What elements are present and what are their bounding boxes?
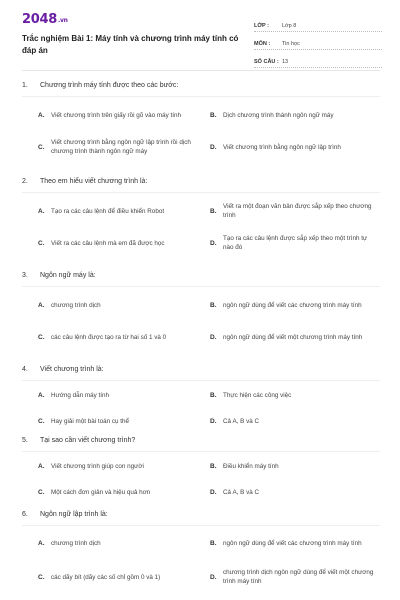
- option-text: Điều khiển máy tính: [223, 462, 279, 470]
- question-number: 1.: [22, 82, 28, 89]
- question-number: 5.: [22, 437, 28, 444]
- option-letter: A.: [38, 539, 45, 547]
- question-number: 4.: [22, 366, 28, 373]
- option-letter: B.: [210, 539, 217, 547]
- question-rule: [22, 451, 380, 452]
- option-letter: D.: [210, 417, 217, 425]
- option-text: Viết chương trình trên giấy rồi gõ vào máy tính: [51, 111, 182, 119]
- question-text: Chương trình máy tính được theo các bước:: [40, 82, 179, 89]
- question-rule: [22, 286, 380, 287]
- option-text: Viết chương trình bằng ngôn ngữ lập trình rồi dịch chương trình thành ngôn ngữ máy: [51, 139, 191, 155]
- meta-class-label: LỚP :: [254, 23, 269, 29]
- question-2: [22, 178, 380, 251]
- option-letter: D.: [210, 143, 217, 151]
- option-d[interactable]: [210, 483, 378, 501]
- option-letter: B.: [210, 462, 217, 470]
- option-letter: A.: [38, 207, 45, 215]
- option-text: ngôn ngữ dùng để viết các chương trình máy tính: [223, 301, 362, 309]
- option-a[interactable]: [38, 531, 206, 555]
- option-letter: C.: [38, 488, 45, 496]
- option-d[interactable]: [210, 412, 378, 430]
- logo-main-text: 2048: [22, 12, 57, 27]
- option-c[interactable]: [38, 326, 206, 348]
- option-letter: D.: [210, 239, 217, 247]
- option-text: chương trình dịch: [51, 301, 101, 309]
- option-letter: B.: [210, 391, 217, 399]
- option-a[interactable]: [38, 457, 206, 475]
- question-text: Ngôn ngữ máy là:: [40, 272, 96, 279]
- question-3-prompt: [22, 272, 380, 279]
- option-letter: C.: [38, 573, 45, 581]
- question-text: Tại sao cần viết chương trình?: [40, 437, 136, 444]
- option-letter: A.: [38, 462, 45, 470]
- option-letter: A.: [38, 391, 45, 399]
- meta-count-row: [254, 52, 382, 68]
- option-a[interactable]: [38, 104, 206, 126]
- meta-class-value: Lớp 8: [282, 23, 297, 29]
- document-title: Trắc nghiệm Bài 1: Máy tính và chương trình máy tính có đáp án: [22, 34, 239, 55]
- meta-class-row: [254, 16, 382, 32]
- question-rule: [22, 192, 380, 193]
- option-text: Thực hiện các công việc: [223, 391, 292, 399]
- meta-subject-value: Tin học: [282, 41, 300, 47]
- question-5: [22, 437, 380, 496]
- option-b[interactable]: [210, 457, 378, 475]
- logo-domain-text: .vn: [57, 17, 68, 24]
- option-letter: B.: [210, 111, 217, 119]
- option-letter: A.: [38, 301, 45, 309]
- question-rule: [22, 96, 380, 97]
- meta-subject-row: [254, 34, 382, 50]
- option-d[interactable]: [210, 326, 378, 348]
- option-c[interactable]: [38, 136, 206, 158]
- option-b[interactable]: [210, 531, 378, 555]
- option-d[interactable]: [210, 565, 378, 589]
- question-number: 2.: [22, 178, 28, 185]
- option-text: Cả A, B và C: [223, 417, 260, 425]
- option-letter: C.: [38, 239, 45, 247]
- header-divider: [22, 70, 380, 71]
- option-text: Viết chương trình bằng ngôn ngữ lập trình: [223, 143, 341, 151]
- option-letter: D.: [210, 573, 217, 581]
- question-text: Ngôn ngữ lập trình là:: [40, 511, 108, 518]
- question-text: Viết chương trình là:: [40, 366, 104, 373]
- question-1-prompt: [22, 82, 380, 89]
- option-d[interactable]: [210, 136, 378, 158]
- option-letter: D.: [210, 488, 217, 496]
- option-text: Hướng dẫn máy tính: [51, 391, 110, 399]
- question-6-prompt: [22, 511, 380, 518]
- question-rule: [22, 525, 380, 526]
- question-4: [22, 366, 380, 425]
- option-text: Viết ra một đoạn văn bản được sắp xếp theo chương trình: [223, 203, 372, 219]
- option-text: các câu lệnh được tạo ra từ hai số 1 và 0: [51, 333, 167, 341]
- option-text: Hay giải một bài toán cụ thể: [51, 417, 130, 425]
- option-letter: C.: [38, 417, 45, 425]
- option-c[interactable]: [38, 483, 206, 501]
- option-b[interactable]: [210, 386, 378, 404]
- question-number: 6.: [22, 511, 28, 518]
- site-logo[interactable]: [22, 12, 68, 27]
- option-text: Cả A, B và C: [223, 488, 260, 496]
- option-letter: C.: [38, 333, 45, 341]
- option-text: Viết ra các câu lệnh mà em đã được học: [51, 239, 165, 247]
- option-letter: B.: [210, 207, 217, 215]
- option-b[interactable]: [210, 294, 378, 316]
- option-text: Tạo ra các câu lệnh được sắp xếp theo một trình tự nào đó: [223, 235, 368, 251]
- option-text: ngôn ngữ dùng để viết các chương trình máy tính: [223, 539, 362, 547]
- option-c[interactable]: [38, 565, 206, 589]
- option-text: Viết chương trình giúp con người: [51, 462, 144, 470]
- document-header: [0, 0, 400, 78]
- option-a[interactable]: [38, 294, 206, 316]
- meta-subject-label: MÔN :: [254, 41, 271, 47]
- option-a[interactable]: [38, 386, 206, 404]
- option-letter: D.: [210, 333, 217, 341]
- question-4-prompt: [22, 366, 380, 373]
- document-meta: [254, 16, 382, 70]
- option-letter: A.: [38, 111, 45, 119]
- option-text: Dịch chương trình thành ngôn ngữ máy: [223, 111, 334, 119]
- question-2-prompt: [22, 178, 380, 185]
- question-1: [22, 82, 380, 155]
- option-letter: B.: [210, 301, 217, 309]
- option-b[interactable]: [210, 104, 378, 126]
- question-3: [22, 272, 380, 341]
- option-c[interactable]: [38, 232, 206, 254]
- question-number: 3.: [22, 272, 28, 279]
- option-b[interactable]: [210, 200, 378, 222]
- option-c[interactable]: [38, 412, 206, 430]
- question-5-prompt: [22, 437, 380, 444]
- meta-count-label: SỐ CÂU :: [254, 59, 279, 65]
- option-text: ngôn ngữ dùng để viết một chương trình máy tính: [223, 333, 363, 341]
- question-6: [22, 511, 380, 585]
- option-text: chương trình dịch: [51, 539, 101, 547]
- option-text: chương trình dịch ngôn ngữ dùng để viết một chương trình máy tính: [223, 569, 374, 585]
- option-text: các dãy bít (dãy các số chỉ gồm 0 và 1): [51, 573, 161, 581]
- option-d[interactable]: [210, 232, 378, 254]
- option-letter: C.: [38, 143, 45, 151]
- option-text: Tạo ra các câu lệnh để điều khiển Robot: [51, 207, 165, 215]
- question-text: Theo em hiểu viết chương trình là:: [40, 178, 148, 185]
- option-text: Một cách đơn giản và hiệu quả hơn: [51, 488, 151, 496]
- option-a[interactable]: [38, 200, 206, 222]
- question-rule: [22, 380, 380, 381]
- meta-count-value: 13: [282, 59, 289, 65]
